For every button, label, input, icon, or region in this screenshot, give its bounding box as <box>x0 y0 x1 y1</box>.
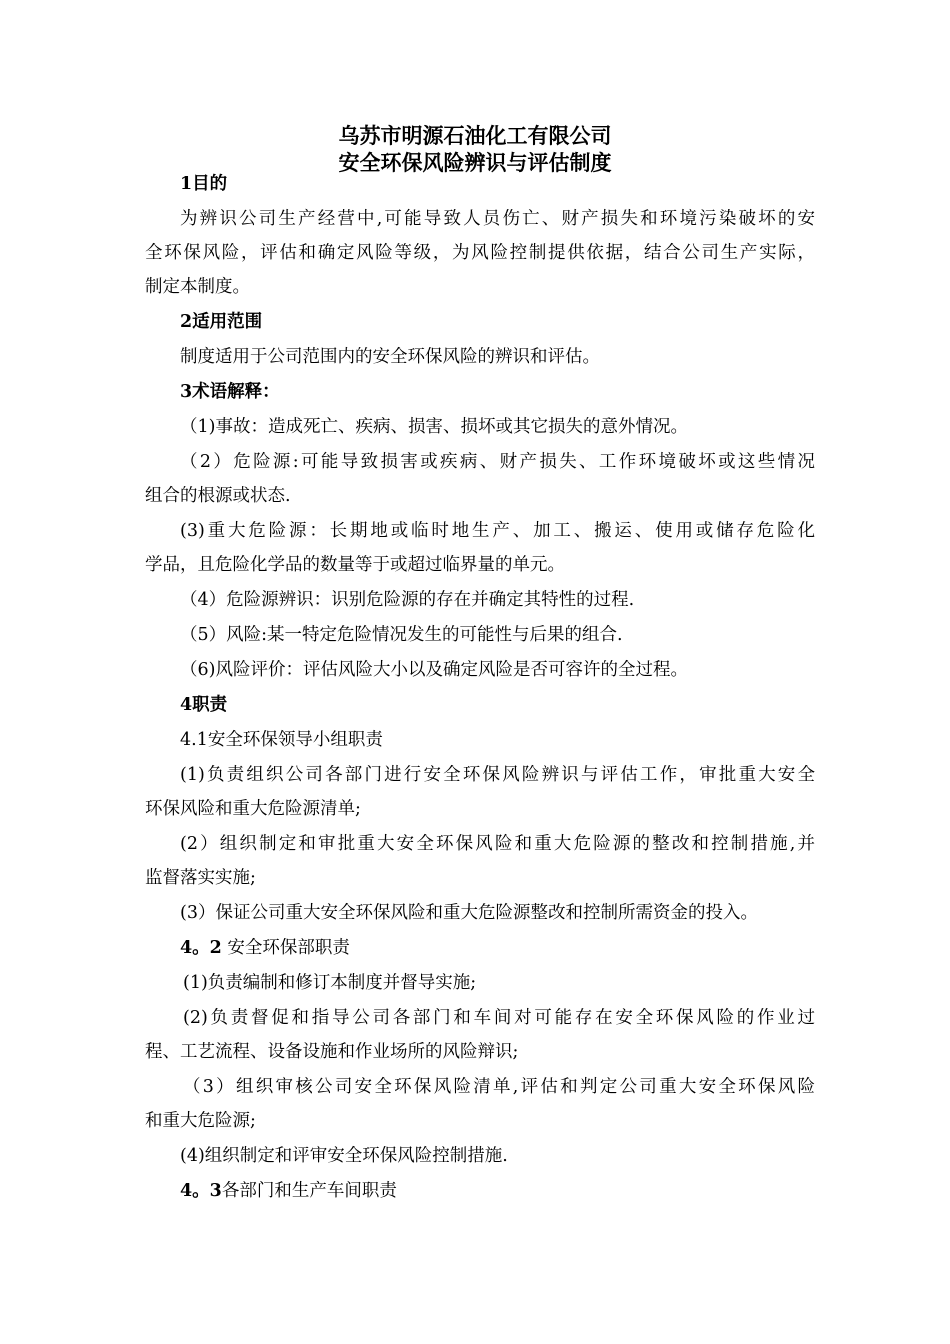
term-accident: （1)事故：造成死亡、疾病、损害、损坏或其它损失的意外情况。 <box>180 417 688 437</box>
section-3-heading: 3术语解释： <box>180 382 280 402</box>
term-major-hazard <box>145 519 815 577</box>
subsection-4-3-heading <box>145 1179 815 1203</box>
paragraph-line: 全环保风险，评估和确定风险等级，为风险控制提供依据，结合公司生产实际， <box>145 243 815 263</box>
subsection-number: 4。3 <box>180 1181 222 1201</box>
duty-4-1-1 <box>145 763 815 821</box>
paragraph-line: 程、工艺流程、设备设施和作业场所的风险辩识; <box>145 1042 519 1062</box>
section-2-text: 制度适用于公司范围内的安全环保风险的辨识和评估。 <box>180 347 600 367</box>
subsection-title: 安全环保部职责 <box>221 938 350 958</box>
paragraph-line: (3)重大危险源：长期地或临时地生产、加工、搬运、使用或储存危险化 <box>180 521 815 541</box>
duty-4-1-2 <box>145 832 815 890</box>
subsection-number: 4.1 <box>180 730 208 750</box>
duty-4-2-2 <box>145 1006 815 1064</box>
section-1-paragraph <box>145 207 815 299</box>
subsection-title: 各部门和生产车间职责 <box>221 1181 397 1201</box>
paragraph-line: 学品，且危险化学品的数量等于或超过临界量的单元。 <box>145 555 565 575</box>
subsection-number: 4。2 <box>180 938 222 958</box>
duty-4-2-1: (1)负责编制和修订本制度并督导实施; <box>183 973 477 993</box>
section-4-heading: 4职责 <box>180 695 228 715</box>
paragraph-line: 和重大危险源; <box>145 1111 256 1131</box>
company-name: 乌苏市明源石油化工有限公司 <box>338 123 612 148</box>
paragraph-line: （2）危险源:可能导致损害或疾病、财产损失、工作环境破坏或这些情况 <box>180 452 815 472</box>
document-title: 安全环保风险辨识与评估制度 <box>338 150 612 175</box>
document-body <box>145 172 815 1203</box>
paragraph-line: 为辨识公司生产经营中,可能导致人员伤亡、财产损失和环境污染破坏的安 <box>180 209 815 229</box>
subsection-title: 安全环保领导小组职责 <box>207 730 383 750</box>
subsection-4-1-heading <box>145 728 815 752</box>
term-risk: （5）风险:某一特定危险情况发生的可能性与后果的组合. <box>180 625 623 645</box>
term-hazard-identification: （4）危险源辨识：识别危险源的存在并确定其特性的过程. <box>180 590 635 610</box>
paragraph-line: (2）组织制定和审批重大安全环保风险和重大危险源的整改和控制措施,并 <box>180 834 815 854</box>
paragraph-line: 组合的根源或状态. <box>145 486 291 506</box>
paragraph-line: 环保风险和重大危险源清单; <box>145 799 361 819</box>
section-1-heading: 1目的 <box>180 174 228 194</box>
paragraph-line: (1)负责组织公司各部门进行安全环保风险辨识与评估工作，审批重大安全 <box>180 765 815 785</box>
paragraph-line: 制定本制度。 <box>145 277 250 297</box>
term-hazard <box>145 450 815 508</box>
duty-4-1-3: (3）保证公司重大安全环保风险和重大危险源整改和控制所需资金的投入。 <box>180 903 758 923</box>
term-risk-assessment: （6)风险评价：评估风险大小以及确定风险是否可容许的全过程。 <box>180 660 688 680</box>
subsection-4-2-heading <box>145 936 815 960</box>
duty-4-2-3 <box>145 1075 815 1133</box>
paragraph-line: （3）组织审核公司安全环保风险清单,评估和判定公司重大安全环保风险 <box>183 1077 815 1097</box>
paragraph-line: (2)负责督促和指导公司各部门和车间对可能存在安全环保风险的作业过 <box>183 1008 815 1028</box>
section-2-heading: 2适用范围 <box>180 312 263 332</box>
paragraph-line: 监督落实实施; <box>145 868 256 888</box>
duty-4-2-4: (4)组织制定和评审安全环保风险控制措施. <box>180 1146 508 1166</box>
